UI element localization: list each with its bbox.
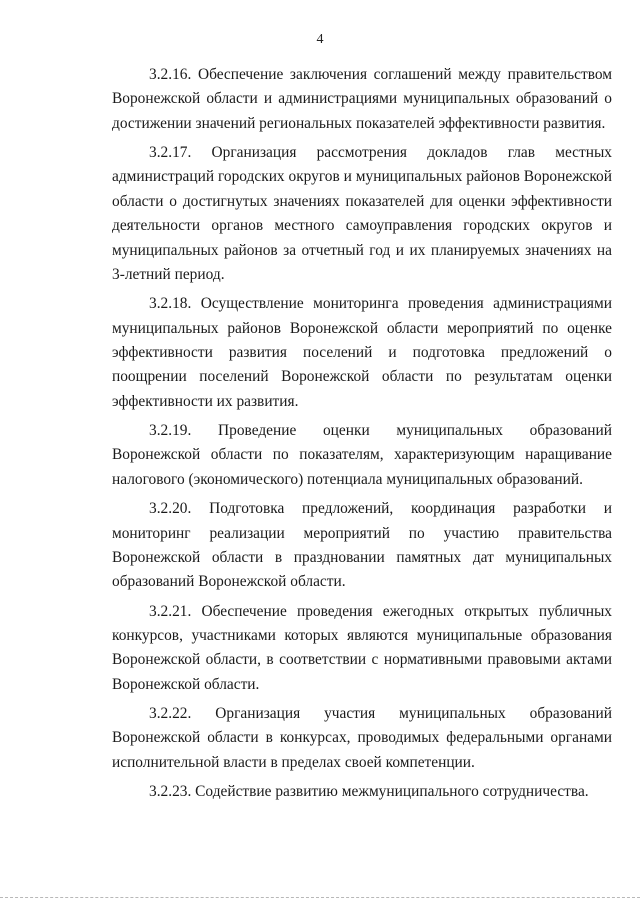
paragraph-3-2-20: 3.2.20. Подготовка предложений, координация разработки и мониторинг реализации мероприятий по участию правительства Воронежской области в праздновании памятных дат муниципальных образований Воронежской области. <box>112 500 612 591</box>
paragraph-3-2-18: 3.2.18. Осуществление мониторинга проведения администрациями муниципальных районов Воронежской области мероприятий по оценке эффективности развития поселений и подготовка предложений о поощрении поселений Воронежской области по результатам оценки эффективности их развития. <box>112 295 612 410</box>
paragraph-3-2-17: 3.2.17. Организация рассмотрения докладов глав местных администраций городских округов и муниципальных районов Воронежской области о достигнутых значениях показателей для оценки эффективности деятельности органов местного самоуправления городских округов и муниципальных районов за отчетный год и их планируемых значениях на 3-летний период. <box>112 144 612 284</box>
paragraph-3-2-19: 3.2.19. Проведение оценки муниципальных образований Воронежской области по показателям, характеризующим наращивание налогового (экономического) потенциала муниципальных образований. <box>112 422 612 488</box>
page-bottom-edge <box>0 897 640 898</box>
paragraph-3-2-21: 3.2.21. Обеспечение проведения ежегодных открытых публичных конкурсов, участниками которых являются муниципальные образования Воронежской области, в соответствии с нормативными правовыми актами Воронежской области. <box>112 602 612 693</box>
paragraph-3-2-22: 3.2.22. Организация участия муниципальных образований Воронежской области в конкурсах, проводимых федеральными органами исполнительной власти в пределах своей компетенции. <box>112 704 612 771</box>
paragraph-3-2-16: 3.2.16. Обеспечение заключения соглашений между правительством Воронежской области и администрациями муниципальных образований о достижении значений региональных показателей эффективности развития. <box>112 66 612 132</box>
page-number: 4 <box>316 32 324 47</box>
document-body <box>112 63 612 809</box>
paragraph-3-2-23: 3.2.23. Содействие развитию межмуниципального сотрудничества. <box>149 782 589 800</box>
